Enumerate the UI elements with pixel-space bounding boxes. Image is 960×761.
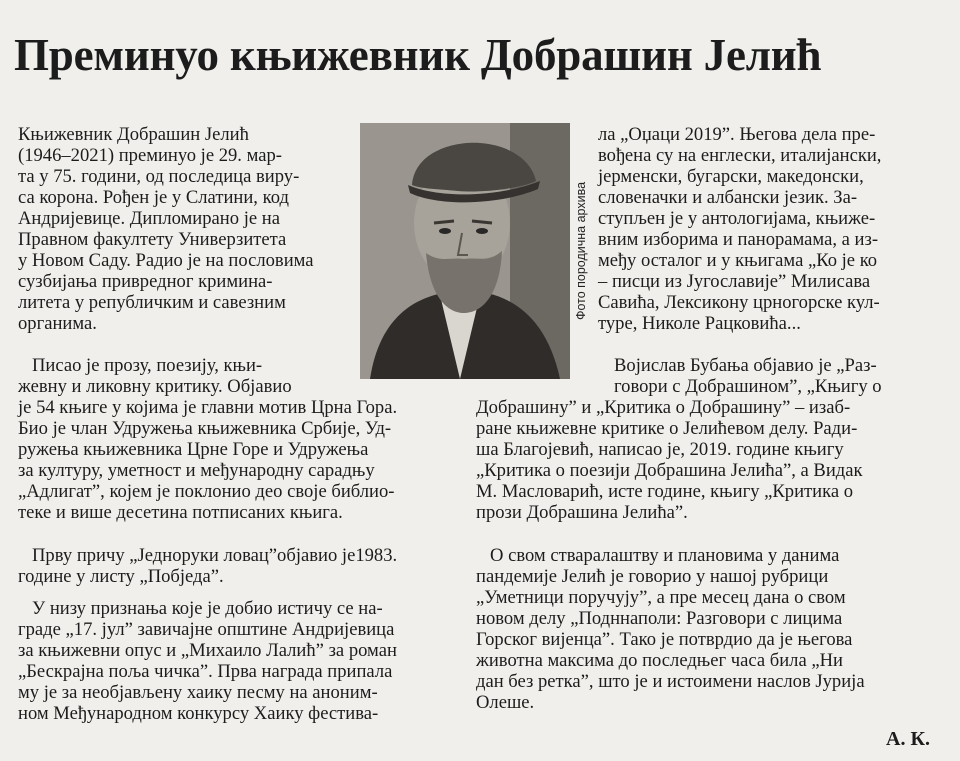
text-line: ступљен је у антологијама, књиже-: [598, 208, 876, 229]
text-line: Правном факултету Универзитета: [18, 229, 287, 250]
article-paragraph: [614, 355, 882, 397]
text-line: ша Благојевић, написао је, 2019. године књигу: [476, 439, 844, 460]
text-line: „Уметници поручују”, а пре месец дана о свом: [476, 587, 846, 608]
photo-credit: [572, 123, 590, 379]
text-line: године у листу „Побједа”.: [18, 566, 224, 587]
author-photo: [360, 123, 570, 379]
text-line: животна максима до последњег часа била „Ни: [476, 650, 843, 671]
text-line: са корона. Рођен је у Слатини, код: [18, 187, 289, 208]
text-line: Прву причу „Једноруки ловац”објавио је1983.: [32, 545, 398, 566]
text-line: пандемије Јелић је говорио у нашој рубрици: [476, 566, 829, 587]
text-line: органима.: [18, 313, 97, 334]
text-line: литета у републичким и савезним: [18, 292, 286, 313]
text-line: Књижевник Добрашин Јелић: [18, 124, 249, 145]
text-line: словеначки и албански језик. За-: [598, 187, 858, 208]
text-line: му је за необјављену хаику песму на аноним-: [18, 682, 378, 703]
text-line: жевну и ликовну критику. Објавио: [18, 376, 292, 397]
text-line: Писао је прозу, поезију, књи-: [32, 355, 263, 376]
text-line: Добрашину” и „Критика о Добрашину” – изаб-: [476, 397, 851, 418]
text-line: (1946–2021) преминуо је 29. мар-: [18, 145, 282, 166]
article-paragraph: [476, 397, 863, 523]
text-line: вним изборима и панорамама, а из-: [598, 229, 879, 250]
text-line: У низу признања које је добио истичу се на-: [32, 598, 383, 619]
text-line: Војислав Бубања објавио је „Раз-: [614, 355, 877, 376]
text-line: прози Добрашина Јелића”.: [476, 502, 688, 523]
author-signature: А. К.: [886, 728, 930, 750]
text-line: говори с Добрашином”, „Књигу о: [614, 376, 882, 397]
text-line: за културу, уметност и међународну сарадњу: [18, 460, 375, 481]
text-line: О свом стваралаштву и плановима у данима: [490, 545, 840, 566]
text-line: вођена су на енглески, италијански,: [598, 145, 882, 166]
text-line: Горског вијенца”. Тако је потврдио да је његова: [476, 629, 853, 650]
article-paragraph: [18, 598, 397, 724]
article-paragraph: [18, 545, 397, 587]
article-paragraph: [476, 545, 865, 713]
text-line: Андријевице. Дипломирано је на: [18, 208, 280, 229]
text-line: – писци из Југославије” Милисава: [598, 271, 871, 292]
text-line: Био је члан Удружења књижевника Србије, Уд-: [18, 418, 392, 439]
text-line: М. Масловарић, исте године, књигу „Критика о: [476, 481, 854, 502]
text-line: новом делу „Подннаполи: Разговори с лицима: [476, 608, 843, 629]
article-paragraph: [18, 124, 314, 334]
text-line: Савића, Лексикону црногорске кул-: [598, 292, 880, 313]
text-line: је 54 књиге у којима је главни мотив Црна Гора.: [18, 397, 398, 418]
text-line: Олеше.: [476, 692, 535, 713]
photo-credit-text: Фото породична архива: [574, 181, 588, 321]
author-portrait-image: [360, 123, 570, 379]
text-line: туре, Николе Рацковића...: [598, 313, 801, 334]
text-line: „Адлигат”, којем је поклонио део своје библио-: [18, 481, 395, 502]
text-line: граде „17. јул” завичајне општине Андријевица: [18, 619, 395, 640]
text-line: ла „Оџаци 2019”. Његова дела пре-: [598, 124, 876, 145]
text-line: јерменски, бугарски, македонски,: [598, 166, 864, 187]
text-line: за књижевни опус и „Михаило Лалић” за роман: [18, 640, 397, 661]
text-line: ране књижевне критике о Јелићевом делу. Ради-: [476, 418, 858, 439]
text-line: „Бескрајна поља чичка”. Прва награда припала: [18, 661, 393, 682]
text-line: ружења књижевника Црне Горе и Удружења: [18, 439, 369, 460]
text-line: дан без ретка”, што је и истоимени наслов Јурија: [476, 671, 865, 692]
text-line: сузбијања привредног кримина-: [18, 271, 273, 292]
text-line: „Критика о поезији Добрашина Јелића”, а Видак: [476, 460, 863, 481]
text-line: ном Међународном конкурсу Хаику фестива-: [18, 703, 379, 724]
text-line: теке и више десетина потписаних књига.: [18, 502, 343, 523]
article-paragraph: [598, 124, 881, 334]
text-line: у Новом Саду. Радио је на пословима: [18, 250, 314, 271]
text-line: та у 75. години, од последица виру-: [18, 166, 300, 187]
text-line: међу осталог и у књигама „Ко је ко: [598, 250, 878, 271]
article-paragraph: [18, 355, 397, 523]
headline: Преминуо књижевник Добрашин Јелић: [14, 30, 822, 80]
